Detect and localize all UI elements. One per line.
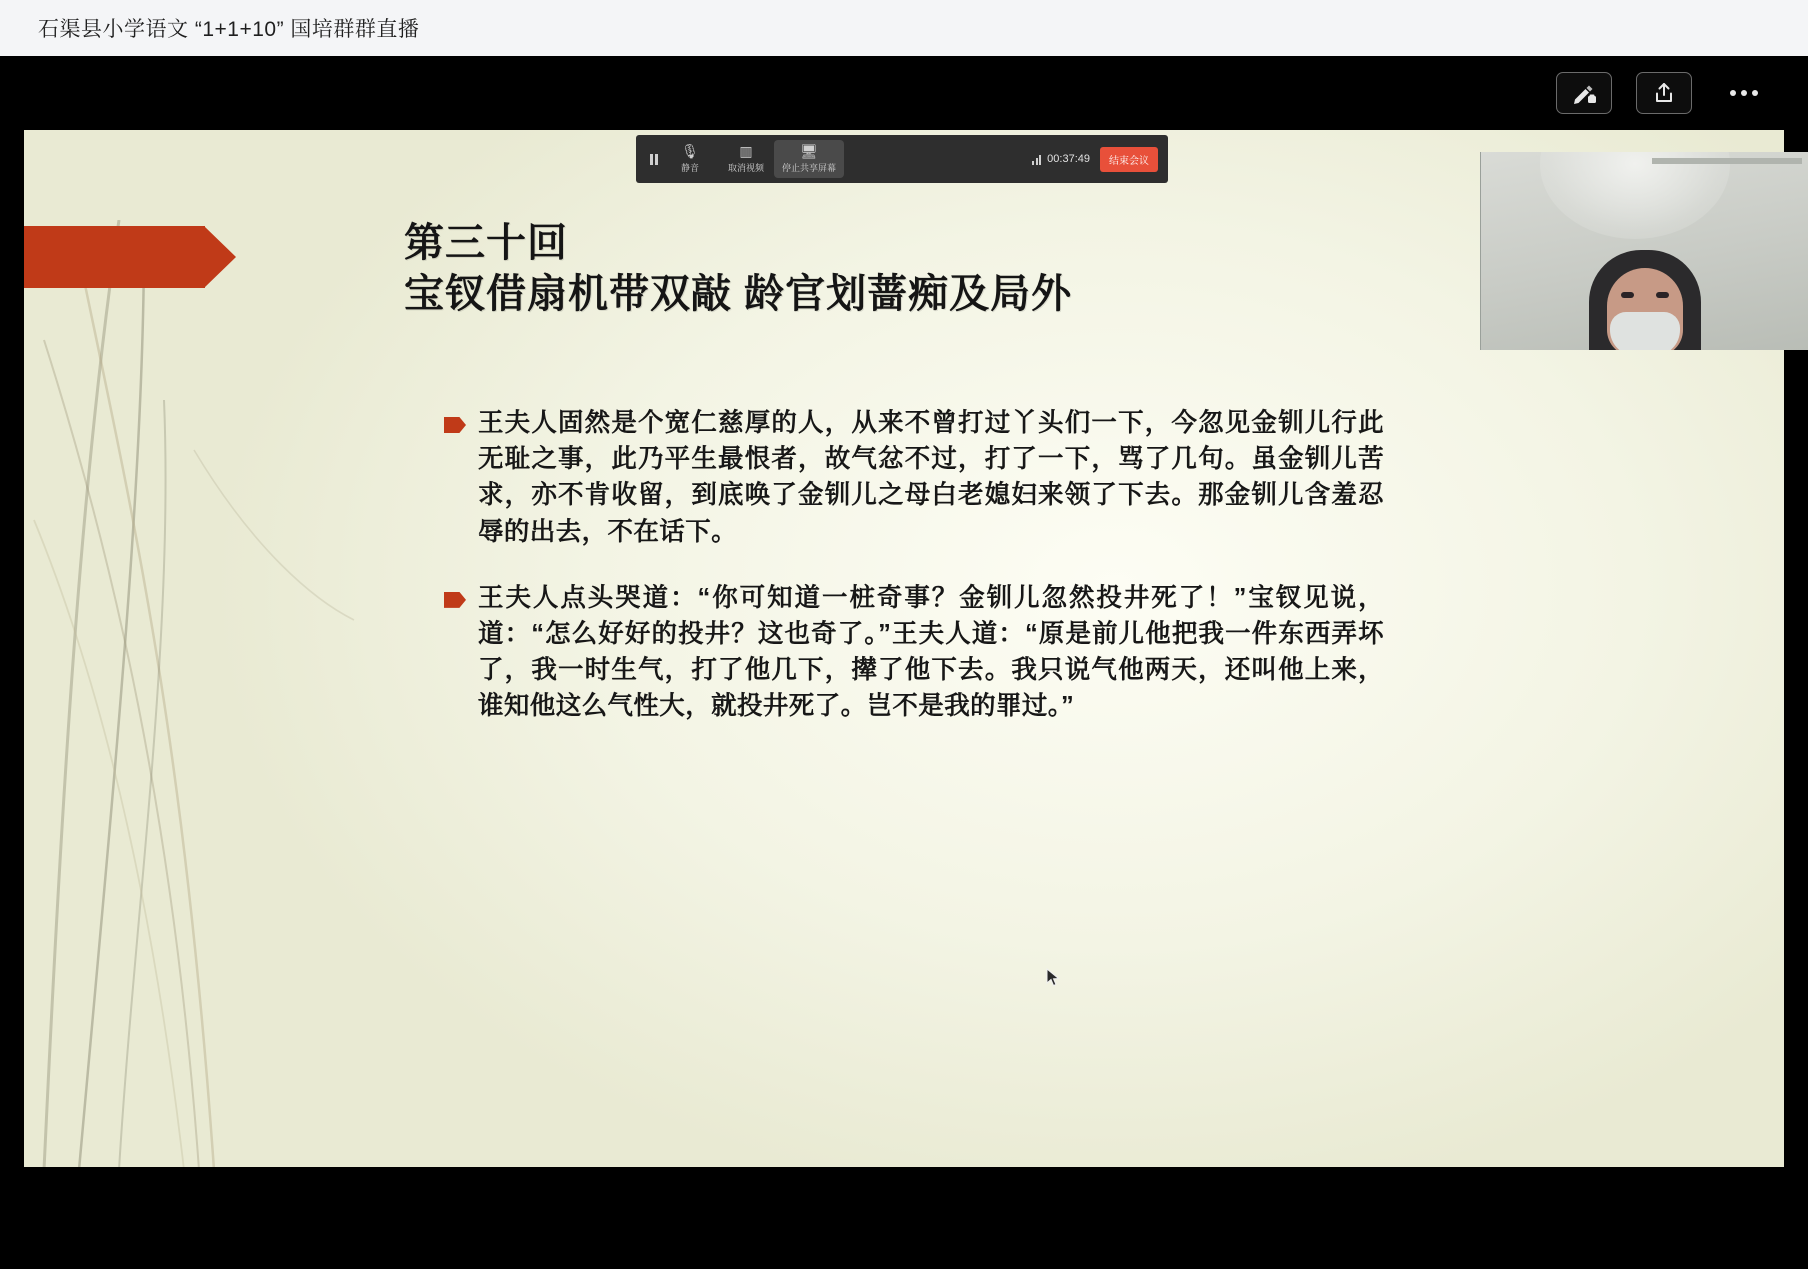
more-dots	[1730, 90, 1758, 96]
slide-title-line1: 第三十回	[404, 221, 568, 265]
presenter-camera-thumbnail[interactable]	[1480, 152, 1808, 350]
video-stage	[0, 130, 1808, 1269]
pause-icon[interactable]	[646, 154, 662, 165]
mute-label: 静音	[680, 163, 699, 173]
window-title: 石渠县小学语文 “1+1+10” 国培群群直播	[38, 18, 420, 41]
stop-video-label: 取消视频	[727, 163, 764, 173]
stage-bottom-letterbox	[0, 1167, 1808, 1269]
window-titlebar	[0, 0, 1808, 56]
meeting-timer	[1032, 153, 1090, 165]
bullet-text: 王夫人点头哭道：“你可知道一桩奇事？金钏儿忽然投井死了！”宝钗见说，道：“怎么好好的投井？这也奇了。”王夫人道：“原是前儿他把我一件东西弄坏了，我一时生气，打了他几下，撵了他下去。我只说气他两天，还叫他上来，谁知他这么气性大，就投井死了。岂不是我的罪过。”	[478, 583, 1384, 721]
list-item	[444, 405, 1384, 550]
meeting-mini-toolbar	[636, 135, 1168, 183]
stage-left-letterbox	[0, 130, 24, 1167]
end-meeting-button[interactable]: 结束会议	[1100, 147, 1158, 172]
timer-value: 00:37:49	[1047, 153, 1090, 165]
mouse-cursor-icon	[1046, 968, 1062, 988]
annotate-icon[interactable]	[1556, 72, 1612, 114]
slide-title	[404, 218, 1072, 320]
slide-title-line2: 宝钗借扇机带双敲 龄官划蔷痴及局外	[404, 272, 1073, 317]
decorative-arrow-banner	[24, 226, 250, 288]
stop-share-label: 停止共享屏幕	[782, 163, 837, 173]
microphone-icon: 🎙	[681, 143, 699, 159]
bullet-text: 王夫人固然是个宽仁慈厚的人，从来不曾打过丫头们一下，今忽见金钏儿行此无耻之事，此乃平生最恨者，故气忿不过，打了一下，骂了几句。虽金钏儿苦求，亦不肯收留，到底唤了金钏儿之母白老媳妇来领了下去。那金钏儿含羞忍辱的出去，不在话下。	[478, 409, 1384, 546]
bullet-arrow-icon	[444, 405, 478, 550]
slide-body	[444, 405, 1384, 755]
more-options-icon[interactable]	[1716, 72, 1772, 114]
list-item	[444, 580, 1384, 725]
top-toolbar	[0, 56, 1808, 130]
share-screen-icon: 🖥	[800, 143, 818, 159]
share-icon[interactable]	[1636, 72, 1692, 114]
stop-share-button[interactable]	[774, 140, 844, 178]
stop-video-button[interactable]	[718, 144, 774, 174]
bullet-arrow-icon	[444, 580, 478, 725]
signal-icon	[1032, 154, 1041, 165]
video-icon: ▥	[739, 143, 753, 159]
mute-button[interactable]	[662, 144, 718, 174]
grass-decoration-icon	[24, 220, 444, 1167]
